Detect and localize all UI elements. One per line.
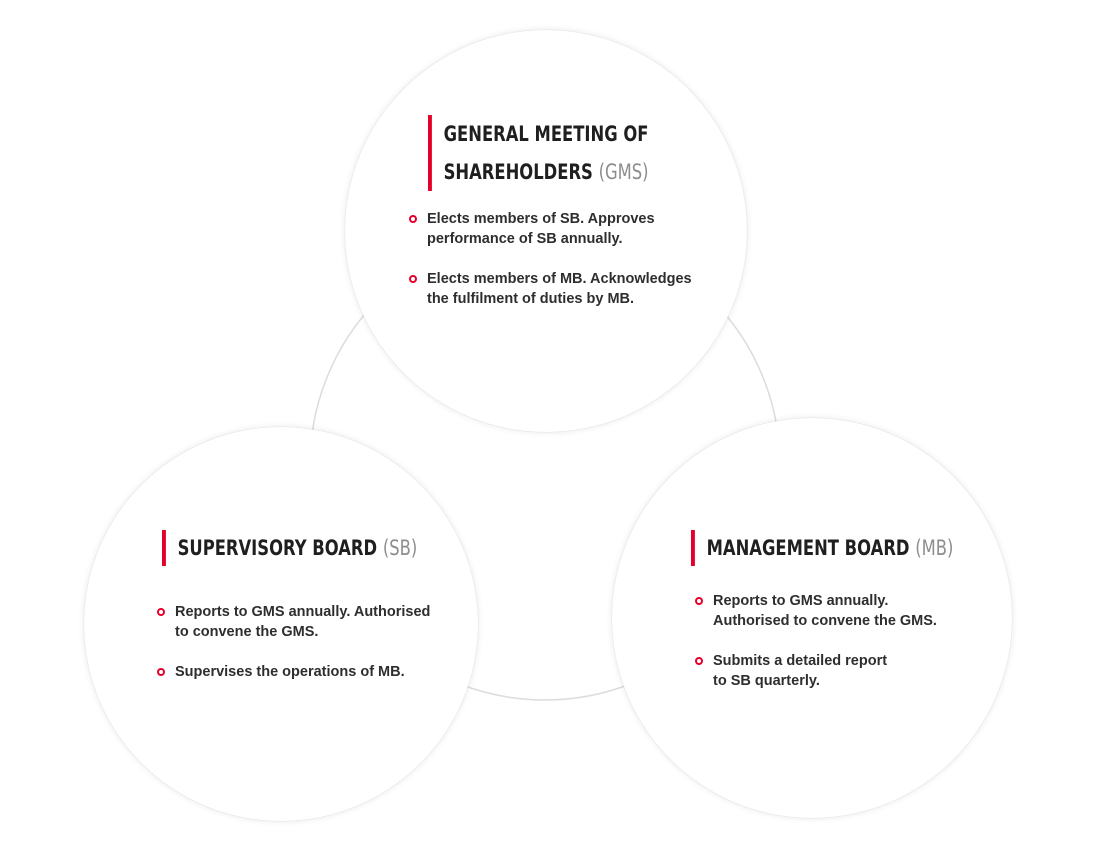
list-item: [695, 591, 955, 631]
list-item-line-1: Reports to GMS annually. Authorised: [175, 604, 431, 620]
list-item-line-1: Reports to GMS annually.: [713, 593, 889, 609]
ring-bullet-icon: [409, 215, 417, 223]
ring-bullet-icon: [157, 668, 165, 676]
ring-bullet-icon: [695, 657, 703, 665]
ring-bullet-icon: [695, 597, 703, 605]
gms-title-line-1: GENERAL MEETING OF: [443, 122, 649, 146]
list-item-line-2: the fulfilment of duties by MB.: [427, 291, 635, 307]
sb-duty-list: [157, 602, 447, 702]
sb-title: SUPERVISORY BOARD: [177, 536, 378, 560]
mb-duty-list: [695, 591, 955, 711]
list-item: [695, 651, 955, 691]
list-item-line-1: Supervises the operations of MB.: [175, 664, 405, 680]
gms-heading: [428, 115, 649, 191]
list-item: [157, 602, 447, 642]
mb-heading: [691, 530, 953, 566]
list-item-line-2: Authorised to convene the GMS.: [713, 613, 937, 629]
sb-heading: [162, 530, 417, 566]
sb-abbreviation: (SB): [382, 536, 418, 560]
list-item-line-2: performance of SB annually.: [427, 231, 623, 247]
gms-duty-list: [409, 209, 709, 329]
mb-abbreviation: (MB): [915, 536, 954, 560]
list-item: [409, 269, 709, 309]
ring-bullet-icon: [157, 608, 165, 616]
mb-title: MANAGEMENT BOARD: [706, 536, 910, 560]
list-item-line-1: Elects members of MB. Acknowledges: [427, 271, 692, 287]
list-item-line-1: Submits a detailed report: [713, 653, 888, 669]
list-item-line-2: to convene the GMS.: [175, 624, 319, 640]
list-item: [157, 662, 447, 682]
list-item-line-2: to SB quarterly.: [713, 673, 820, 689]
list-item-line-1: Elects members of SB. Approves: [427, 211, 655, 227]
ring-bullet-icon: [409, 275, 417, 283]
gms-abbreviation: (GMS): [598, 160, 649, 184]
gms-title-line-2: SHAREHOLDERS: [443, 160, 593, 184]
list-item: [409, 209, 709, 249]
